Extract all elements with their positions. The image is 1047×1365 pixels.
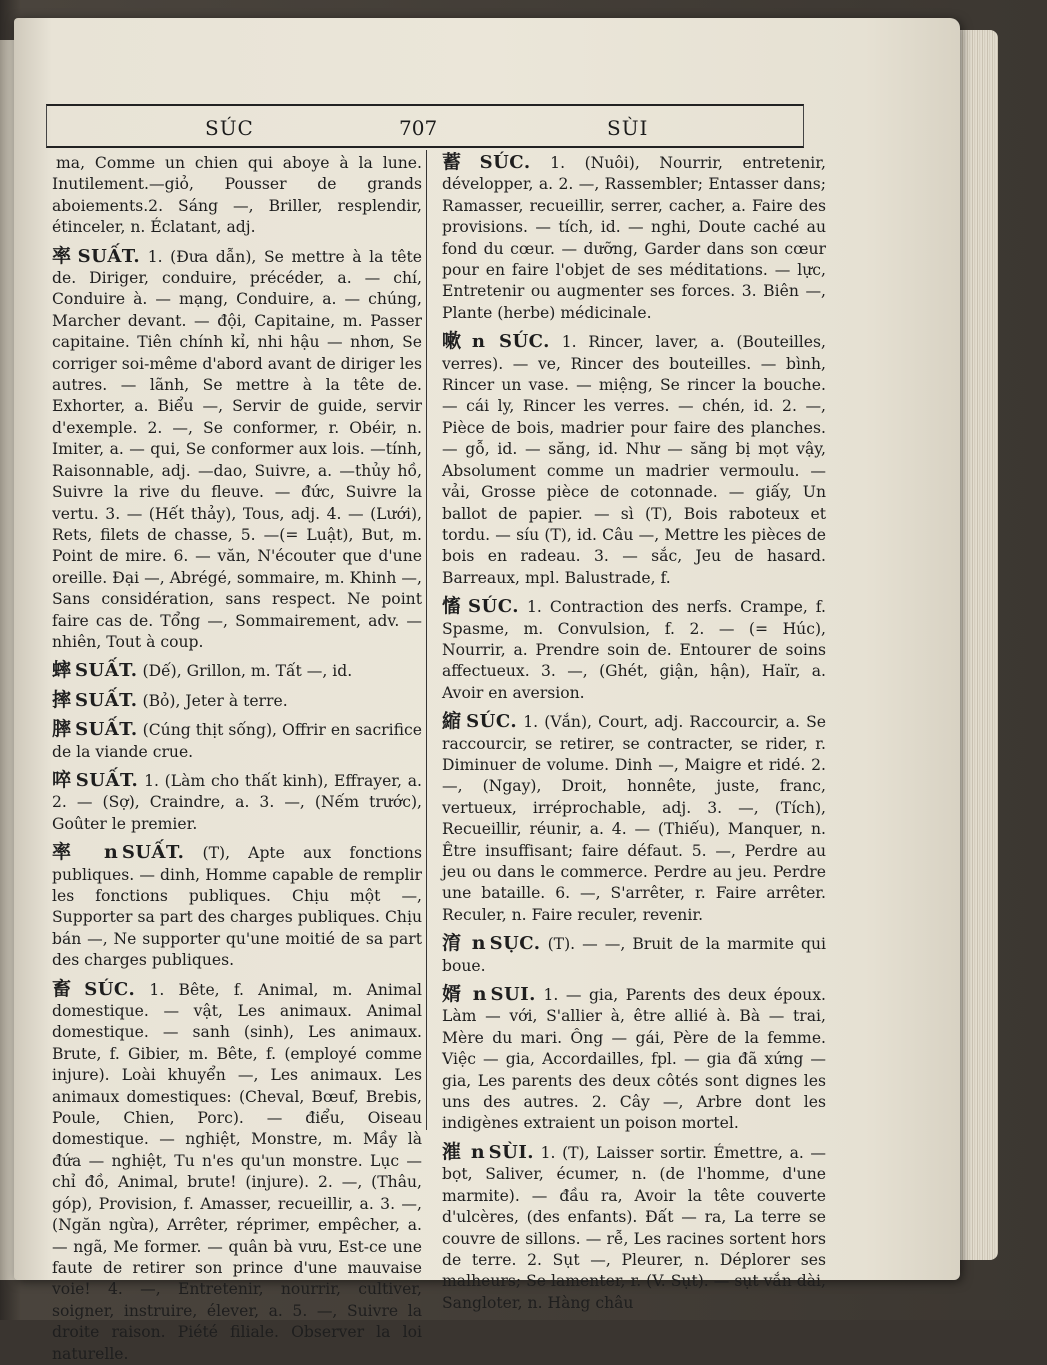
entry-headword: SÚC. (466, 711, 518, 733)
entry-text: 1. (Nuôi), Nourrir, entretenir, développer, a. 2. —, Rassembler; Entasser dans; Ramasser, recueillir, serrer, cacher, a. Faire des provisions. — tích, id. — nghi, Doute caché au fond du cœur. — dưỡng, Garder dans son cœur pour en faire l'objet de ses méditations. — lực, Entretenir ou augmenter ses forces. 3. Biên —, Plante (herbe) médicinale. (442, 154, 826, 322)
entry-headword: SUI. (490, 984, 536, 1006)
entry-character: 婿 n (442, 983, 487, 1006)
entry-text: 1. (T), Laisser sortir. Émettre, a. — bọt, Saliver, écumer, n. (de l'homme, d'une marmite). — đầu ra, Avoir la tête couverte d'ulcères, (des enfants). Đất — ra, La terre se couvre de sillons. — rễ, Les racines sortent hors de terre. 2. Sụt —, Pleurer, n. Déplorer ses malheurs; Se lamenter, r. (V. Sụt). — sụt vắn dài, Sangloter, n. Hàng châu (442, 1143, 826, 1312)
entry-character: 漼 n (442, 1140, 485, 1163)
entry-character: 膟 (52, 718, 72, 741)
entry-text: 1. Contraction des nerfs. Crampe, f. Spasme, m. Convulsion, f. 2. — (= Húc), Nourrir, a. Prendre soin de. Entourer de soins affectueux. 3. —, (Ghét, giận, hận), Haïr, a. Avoir en aversion. (442, 598, 826, 702)
dictionary-entry (52, 690, 422, 712)
left-column (52, 152, 422, 1365)
column-divider (426, 150, 427, 1130)
entry-character: 率 (52, 244, 74, 267)
entry-headword: SỤC. (489, 933, 541, 955)
entry-character: 蓄 (442, 151, 476, 173)
dictionary-entry (52, 152, 422, 239)
entry-headword: SÚC. (468, 596, 519, 618)
dictionary-entry (52, 770, 422, 835)
entry-text: (Cúng thịt sống), Offrir en sacrifice de la viande crue. (52, 721, 422, 761)
entry-headword: SÙI. (488, 1141, 535, 1163)
entry-headword: SÚC. (479, 152, 531, 173)
entry-text: (Bỏ), Jeter à terre. (142, 691, 288, 710)
running-header (46, 104, 804, 148)
entry-text: ma, Comme un chien qui aboye à la lune. Inutilement.—giỏ, Pousser de grands aboiements.2. Sáng —, Briller, resplendir, étinceler, n. Éclatant, adj. (52, 154, 422, 237)
entry-headword: SUẤT. (75, 769, 139, 791)
entry-text: (T). — —, Bruit de la marmite qui boue. (442, 935, 826, 975)
dictionary-entry (442, 596, 826, 704)
dictionary-entry (52, 842, 422, 971)
page-edges (958, 30, 998, 1260)
dictionary-entry (52, 246, 422, 654)
entry-headword: n SÚC. (471, 331, 550, 353)
entry-headword: SUẤT. (77, 245, 141, 267)
entry-character: 摔 (52, 688, 72, 711)
dictionary-entry (442, 152, 826, 324)
dictionary-entry (52, 660, 422, 682)
entry-headword: SUẤT. (121, 842, 185, 864)
entry-text: 1. Bête, f. Animal, m. Animal domestique. — vật, Les animaux. Animal domestique. — sanh (sinh), Les animaux. Brute, f. Gibier, m. Bête, f. (employé comme injure). Loài khuyển —, Les animaux. Les animaux domestiques: (Cheval, Bœuf, Brebis, Poule, Chien, Porc). — điểu, Oiseau domestique. — nghiệt, Monstre, m. Mầy là đứa — nghiệt, Tu n'es qu'un monstre. Lục — chỉ đồ, Animal, brute! (injure). 2. —, (Thâu, góp), Provision, f. Amasser, recueillir, a. 3. —, (Ngăn ngừa), Arrêter, réprimer, empêcher, a. — ngã, Me former. — quân bà vưu, Est-ce une faute de retirer son prince d'une mauvaise voie! 4. —, Entretenir, nourrir, cultiver, soigner, instruire, élever, a. 5. —, Suivre la droite raison. Piété filiale. Observer la loi naturelle. (52, 980, 422, 1363)
entry-character: 淯 n (442, 932, 486, 955)
entry-character: 畜 (52, 977, 81, 1000)
dictionary-entry (442, 711, 826, 926)
entry-character: 嗽 (442, 330, 468, 353)
entry-text: (Dế), Grillon, m. Tất —, id. (142, 662, 353, 681)
entry-headword: SUẤT. (75, 689, 138, 711)
entry-text: 1. (Làm cho thất kinh), Effrayer, a. 2. — (Sợ), Craindre, a. 3. —, (Nếm trước), Goûter le premier. (52, 771, 422, 833)
entry-character: 啐 (52, 768, 72, 791)
entry-character: 縮 (442, 710, 463, 733)
dictionary-entry (52, 719, 422, 763)
right-column (442, 152, 826, 1314)
entry-headword: SÚC. (84, 978, 136, 1000)
dictionary-entry (442, 331, 826, 589)
entry-headword: SUẤT. (75, 719, 138, 741)
entry-text: 1. Rincer, laver, a. (Bouteilles, verres). — ve, Rincer des bouteilles. — bình, Rincer un vase. — miệng, Se rincer la bouche. — cái ly, Rincer les verres. — chén, id. 2. —, Pièce de bois, madrier pour faire des planches. — gỗ, id. — săng, id. Như — săng bị mọt vậy, Absolument comme un madrier vermoulu. — vải, Grosse pièce de cotonnade. — giấy, Un ballot de papier. — sì (T), Bois raboteux et tordu. — síu (T), id. Câu —, Mettre les pièces de bois en radeau. 3. — sắc, Jeu de hasard. Barreaux, mpl. Balustrade, f. (442, 333, 826, 587)
entry-text: 1. (Vắn), Court, adj. Raccourcir, a. Se raccourcir, se retirer, se contracter, se rider, r. Diminuer de volume. Dinh —, Maigre et ridé. 2. —, (Ngay), Droit, honnête, juste, franc, vertueux, irréprochable, adj. 3. —, (Tích), Recueillir, réunir, a. 4. — (Thiếu), Manquer, n. Être insuffisant; faire défaut. 5. —, Perdre au jeu ou dans le commerce. Perdre au jeu. Perdre une bataille. 6. —, S'arrêter, r. Faire arrêter. Reculer, n. Faire reculer, revenir. (442, 713, 826, 924)
header-right-word: SÙI (607, 116, 649, 140)
entry-text: 1. (Đưa dẫn), Se mettre à la tête de. Diriger, conduire, précéder, a. — chí, Conduire à. — mạng, Conduire, a. — chúng, Marcher devant. — đội, Capitaine, m. Passer capitaine. Tiên chính kỉ, nhi hậu — nhơn, Se corriger soi-même d'abord avant de diriger les autres. — lãnh, Se mettre à la tête de. Exhorter, a. Biểu —, Servir de guide, servir d'exemple. 2. —, Se conformer, r. Obéir, n. Imiter, a. — qui, Se conformer aux lois. —tính, Raisonnable, adj. —dao, Suivre, a. —thủy hồ, Suivre la rive du fleuve. — đức, Suivre la vertu. 3. — (Hết thảy), Tous, adj. 4. — (Lưới), Rets, filets de chasse, 5. —(= Luật), But, m. Point de mire. 6. — văn, N'écouter que d'une oreille. Đại —, Abrégé, sommaire, m. Khinh —, Sans considération, sans respect. Ne point faire cas de. Tổng —, Sommairement, adv. — nhiên, Tout à coup. (52, 247, 422, 651)
dictionary-entry (442, 1142, 826, 1314)
header-left-word: SÚC (205, 116, 254, 140)
dictionary-entry (442, 933, 826, 977)
entry-character: 蟀 (52, 659, 72, 682)
entry-character: 率 n (52, 841, 118, 864)
dictionary-entry (52, 979, 422, 1365)
entry-text: (T), Apte aux fonctions publiques. — dinh, Homme capable de remplir les fonctions publiques. Chịu một —, Supporter sa part des charges publiques. Chịu bán —, Ne supporter qu'une moitié de sa part des charges publiques. (52, 844, 422, 970)
entry-headword: SUẤT. (75, 660, 138, 682)
entry-text: 1. — gia, Parents des deux époux. Làm — với, S'allier à, être allié à. Bà — trai, Mère du mari. Ông — gái, Père de la femme. Việc — gia, Accordailles, fpl. — gia đã xứng — gia, Les parents des deux côtés sont dignes les uns des autres. 2. Cây —, Arbre dont les indigènes extraient un poison mortel. (442, 986, 826, 1133)
entry-character: 慉 (442, 595, 465, 618)
page-number: 707 (399, 116, 438, 140)
dictionary-entry (442, 984, 826, 1135)
